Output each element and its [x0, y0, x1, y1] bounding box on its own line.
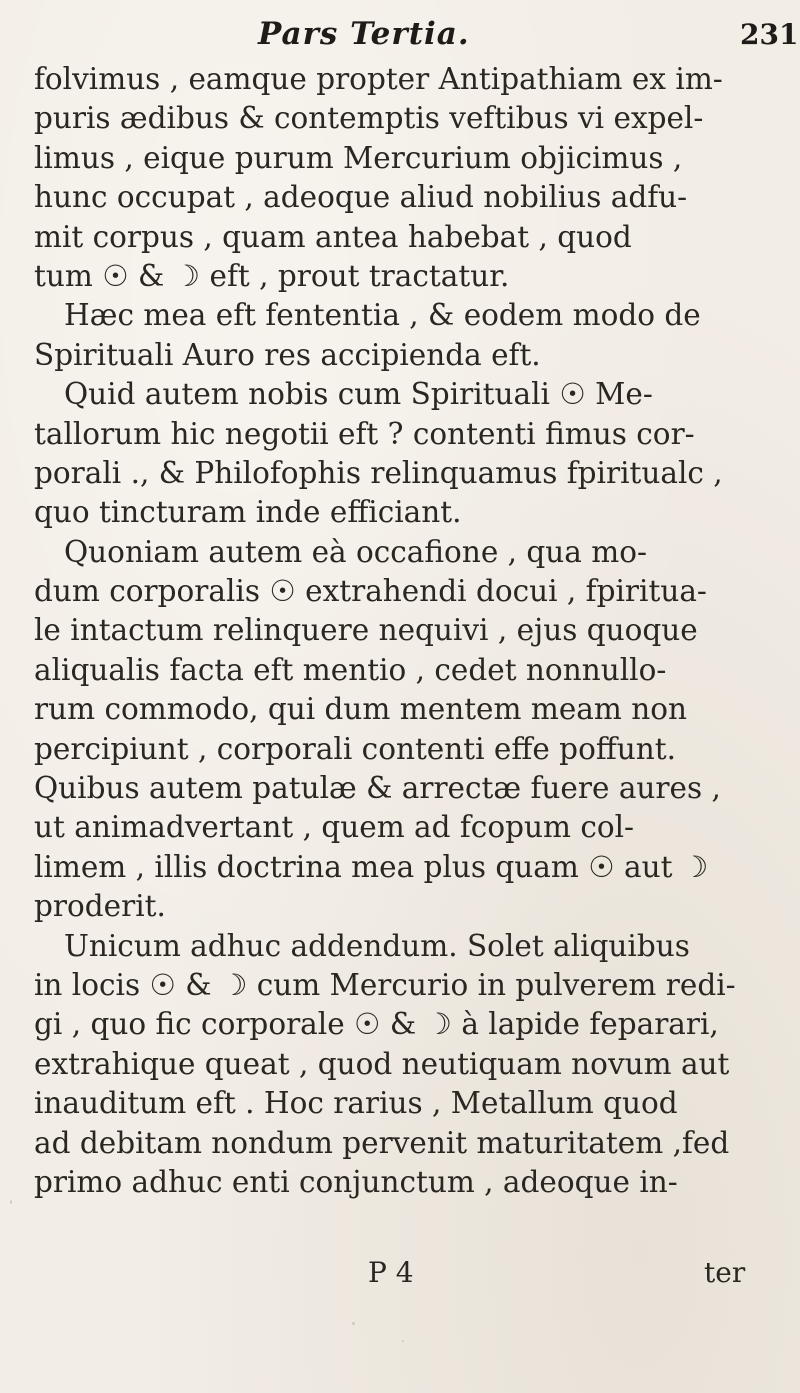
text-line: mit corpus , quam antea habebat , quod: [34, 219, 632, 254]
paper-speck: [10, 1200, 12, 1204]
text-line: quo tincturam inde efficiant.: [34, 495, 462, 530]
page-number: 231: [740, 18, 799, 51]
text-line: proderit.: [34, 889, 166, 924]
text-line: ad debitam nondum pervenit maturitatem ,fed: [34, 1125, 730, 1160]
catchword: ter: [704, 1256, 746, 1289]
text-line: Spirituali Auro res accipienda eft.: [34, 337, 541, 372]
text-line: le intactum relinquere nequivi , ejus quoque: [34, 613, 698, 648]
text-line: tum ☉ & ☽ eft , prout tractatur.: [34, 258, 510, 293]
text-line: limus , eique purum Mercurium objicimus ,: [34, 140, 683, 175]
text-line: primo adhuc enti conjunctum , adeoque in-: [34, 1164, 678, 1199]
text-line: Quibus autem patulæ & arrectæ fuere aures ,: [34, 771, 721, 806]
paper-speck: [402, 1340, 404, 1342]
text-line: percipiunt , corporali contenti effe poffunt.: [34, 731, 677, 766]
body-text: [34, 60, 769, 1202]
text-line: folvimus , eamque propter Antipathiam ex im-: [34, 62, 723, 96]
text-line: ut animadvertant , quem ad fcopum col-: [34, 810, 635, 845]
running-head: [0, 14, 800, 54]
running-title: Pars Tertia.: [258, 16, 470, 52]
paragraph-start-line: Hæc mea eft fententia , & eodem modo de: [64, 298, 701, 333]
text-line: tallorum hic negotii eft ? contenti fimus cor-: [34, 416, 695, 451]
text-line: hunc occupat , adeoque aliud nobilius adfu-: [34, 180, 688, 215]
text-line: gi , quo fic corporale ☉ & ☽ à lapide feparari,: [34, 1007, 719, 1042]
paragraph-start-line: Unicum adhuc addendum. Solet aliquibus: [64, 928, 690, 963]
page-footer: [0, 1256, 800, 1296]
text-line: aliqualis facta eft mentio , cedet nonnullo-: [34, 652, 667, 687]
paragraph-start-line: Quid autem nobis cum Spirituali ☉ Me-: [64, 377, 653, 412]
text-line: puris ædibus & contemptis veftibus vi expel-: [34, 101, 704, 136]
text-line: porali ., & Philofophis relinquamus fpiritualc ,: [34, 455, 723, 490]
paper-speck: [352, 1322, 355, 1325]
text-line: limem , illis doctrina mea plus quam ☉ aut ☽: [34, 849, 709, 884]
text-line: dum corporalis ☉ extrahendi docui , fpiritua-: [34, 574, 707, 609]
text-line: inauditum eft . Hoc rarius , Metallum quod: [34, 1086, 678, 1121]
paragraph-start-line: Quoniam autem eà occafione , qua mo-: [64, 534, 647, 569]
text-line: in locis ☉ & ☽ cum Mercurio in pulverem redi-: [34, 967, 736, 1002]
signature-mark: P 4: [368, 1256, 414, 1289]
text-line: extrahique queat , quod neutiquam novum aut: [34, 1046, 730, 1081]
text-line: rum commodo, qui dum mentem meam non: [34, 692, 687, 727]
